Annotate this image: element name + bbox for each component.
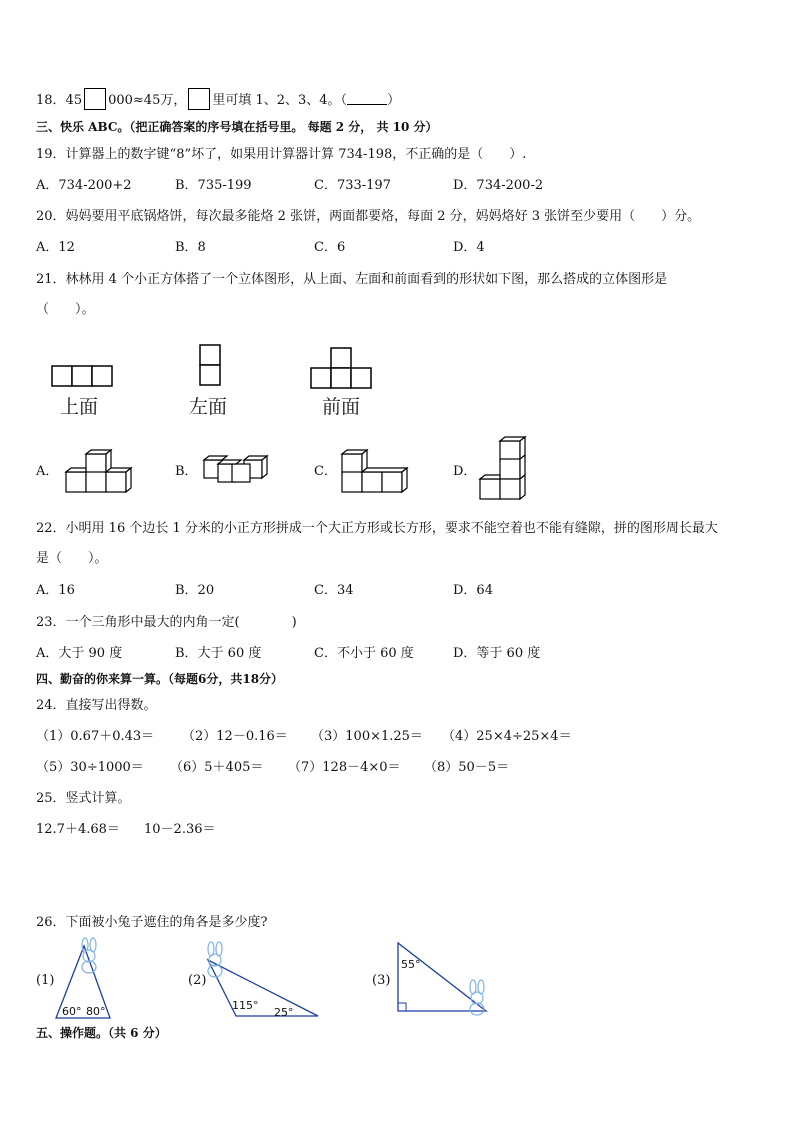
- angle-label-25: 25°: [274, 1006, 294, 1019]
- q22-option-b[interactable]: B．20: [175, 583, 215, 598]
- angle-label-55: 55°: [401, 958, 421, 971]
- q21-option-c[interactable]: C．: [314, 464, 337, 479]
- calc-item-6: （6）5＋405＝: [170, 760, 264, 775]
- rabbit-icon: [466, 980, 488, 1016]
- calc-item-1: （1）0.67＋0.43＝: [36, 729, 155, 744]
- q23-option-d[interactable]: D．等于 60 度: [453, 646, 541, 661]
- calc-item-8: （8）50－5＝: [424, 760, 510, 775]
- q19-option-d[interactable]: D．734-200-2: [453, 178, 544, 193]
- question-21: 21．林林用 4 个小正方体搭了一个立体图形，从上面、左面和前面看到的形状如下图，那么搭成的立体图形是: [36, 272, 668, 287]
- answer-box[interactable]: [84, 88, 106, 110]
- q19-option-b[interactable]: B．735-199: [175, 178, 252, 193]
- angle-label-60: 60°: [62, 1005, 82, 1018]
- cube-figure-b: [204, 456, 270, 484]
- section-4-title: 四、勤奋的你来算一算。（每题6分，共18分）: [36, 672, 284, 686]
- q22-option-c[interactable]: C．34: [314, 583, 354, 598]
- cube-figure-d: [480, 437, 526, 501]
- q19-option-a[interactable]: A．734-200+2: [36, 178, 132, 193]
- angle-label-80: 80°: [86, 1005, 106, 1018]
- top-view-figure: [52, 366, 112, 386]
- angle-label-115: 115°: [232, 999, 259, 1012]
- figure-3-label: (3): [372, 973, 391, 988]
- q18-num: 18．45: [36, 93, 83, 108]
- rabbit-icon: [204, 942, 226, 978]
- cube-figure-a: [66, 450, 132, 494]
- q23-option-a[interactable]: A．大于 90 度: [36, 646, 123, 661]
- q18-mid: 000≈45万，: [108, 93, 187, 108]
- section-5-title: 五、操作题。（共 6 分）: [36, 1026, 167, 1040]
- left-view-label: 左面: [189, 396, 228, 418]
- front-view-label: 前面: [322, 396, 361, 418]
- section-3-title: 三、快乐 ABC。（把正确答案的序号填在括号里。 每题 2 分， 共 10 分）: [36, 120, 438, 134]
- calc-item-2: （2）12－0.16＝: [182, 729, 288, 744]
- q20-option-c[interactable]: C．6: [314, 240, 346, 255]
- cube-figure-c: [342, 450, 408, 494]
- q21-option-b[interactable]: B．: [175, 464, 198, 479]
- question-21-cont: （ ）。: [36, 302, 95, 317]
- q18-tail: 里可填 1、2、3、4。（: [212, 93, 348, 108]
- figure-2-label: (2): [188, 973, 207, 988]
- question-20: 20．妈妈要用平底锅烙饼，每次最多能烙 2 张饼，两面都要烙，每面 2 分，妈妈烙好 3 张饼至少要用（ ）分。: [36, 209, 701, 224]
- left-view-figure: [200, 345, 220, 385]
- q20-option-d[interactable]: D．4: [453, 240, 485, 255]
- calc-item-5: （5）30÷1000＝: [36, 760, 144, 775]
- answer-blank[interactable]: [347, 92, 387, 105]
- question-26: 26．下面被小兔子遮住的角各是多少度?: [36, 915, 268, 930]
- question-19: 19．计算器上的数字键“8”坏了，如果用计算器计算 734-198，不正确的是（ ）.: [36, 147, 527, 162]
- question-24: 24．直接写出得数。: [36, 698, 157, 713]
- q18-close: ）: [387, 93, 401, 108]
- vertical-calc-1: 12.7＋4.68＝: [36, 822, 120, 837]
- q22-option-a[interactable]: A．16: [36, 583, 75, 598]
- q23-option-c[interactable]: C．不小于 60 度: [314, 646, 414, 661]
- question-18: [36, 88, 400, 110]
- calc-item-7: （7）128－4×0＝: [288, 760, 401, 775]
- question-22: 22．小明用 16 个边长 1 分米的小正方形拼成一个大正方形或长方形，要求不能空着也不能有缝隙，拼的图形周长最大: [36, 521, 718, 536]
- calc-item-3: （3）100×1.25＝: [311, 729, 423, 744]
- calc-item-4: （4）25×4÷25×4＝: [442, 729, 572, 744]
- q20-option-a[interactable]: A．12: [36, 240, 75, 255]
- q23-option-b[interactable]: B．大于 60 度: [175, 646, 262, 661]
- q19-option-c[interactable]: C．733-197: [314, 178, 391, 193]
- front-view-figure: [311, 348, 371, 388]
- question-23: 23．一个三角形中最大的内角一定( ): [36, 615, 297, 630]
- question-22-cont: 是（ ）。: [36, 551, 108, 566]
- q20-option-b[interactable]: B．8: [175, 240, 206, 255]
- q21-option-d[interactable]: D．: [453, 464, 477, 479]
- q22-option-d[interactable]: D．64: [453, 583, 493, 598]
- answer-box[interactable]: [188, 88, 210, 110]
- rabbit-icon: [78, 938, 100, 974]
- question-25: 25．竖式计算。: [36, 791, 131, 806]
- vertical-calc-2: 10－2.36＝: [144, 822, 216, 837]
- figure-1-label: (1): [36, 973, 55, 988]
- q21-option-a[interactable]: A．: [36, 464, 59, 479]
- top-view-label: 上面: [60, 396, 99, 418]
